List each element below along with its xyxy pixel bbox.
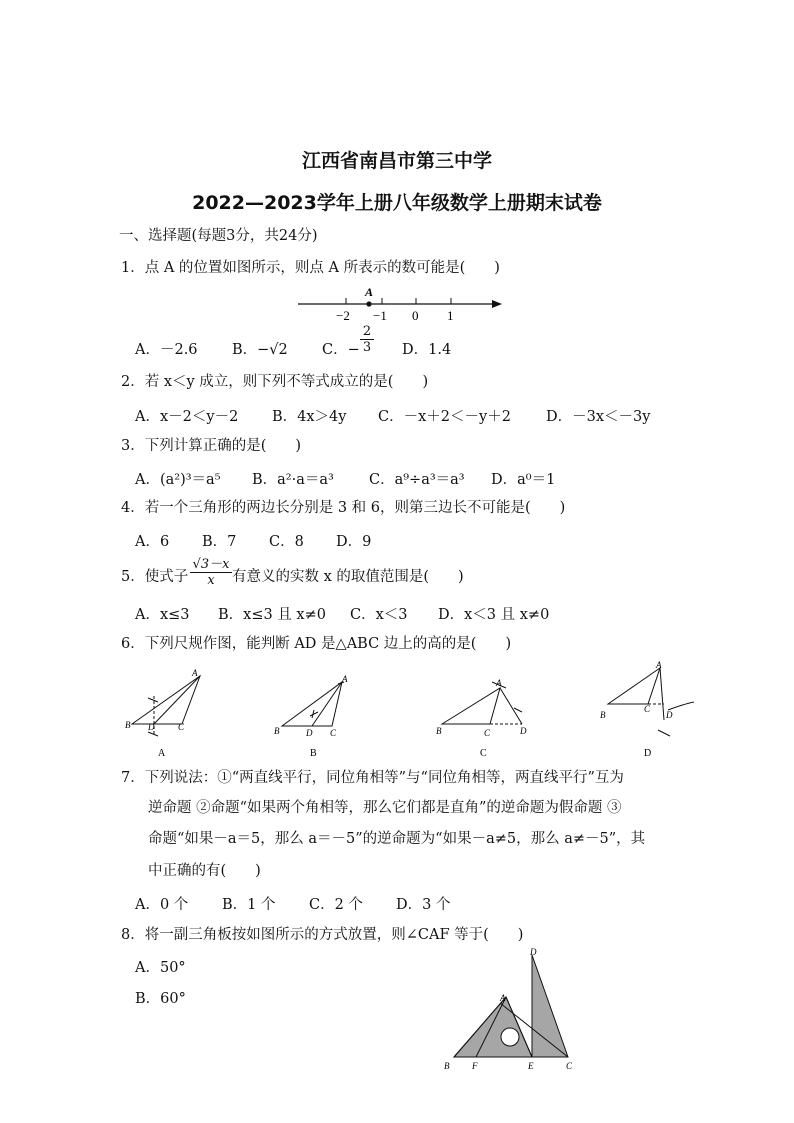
q6-figure-c[interactable] [434, 668, 534, 760]
q3-option-c[interactable]: C．a⁹÷a³＝a³ [369, 472, 465, 488]
svg-text:B: B [274, 726, 280, 736]
q6-label: D [644, 748, 652, 759]
q1-stem: 1．点 A 的位置如图所示，则点 A 所表示的数可能是( ) [121, 260, 500, 276]
q6-label: B [310, 748, 317, 759]
q6-figure-a[interactable] [124, 668, 214, 760]
q3-stem: 3．下列计算正确的是( ) [121, 438, 302, 454]
svg-text:B: B [600, 710, 606, 720]
q1-tick-label: 1 [447, 308, 454, 323]
q4-option-a[interactable]: A．6 [135, 534, 170, 550]
q3-option-a[interactable]: A．(a²)³＝a⁵ [135, 472, 221, 488]
svg-text:C: C [330, 728, 337, 738]
q1-option-c-fraction: $\frac{2}{3}$ [360, 324, 374, 355]
q3-option-d[interactable]: D．a⁰＝1 [491, 472, 556, 488]
q7-option-a[interactable]: A．0 个 [135, 897, 189, 913]
q5-option-d[interactable]: D．x＜3 且 x≠0 [438, 607, 550, 623]
svg-text:A: A [500, 993, 506, 1003]
q2-stem: 2．若 x＜y 成立，则下列不等式成立的是( ) [121, 374, 429, 390]
svg-text:B: B [444, 1061, 450, 1071]
q7-line-3: 命题“如果－a＝5，那么 a＝－5”的逆命题为“如果－a≠5，那么 a≠－5”，其 [148, 831, 646, 847]
q8-stem: 8．将一副三角板按如图所示的方式放置，则∠CAF 等于( ) [121, 927, 524, 943]
q2-option-a[interactable]: A．x－2＜y－2 [135, 409, 239, 425]
q1-option-b[interactable]: B．−√2 [232, 342, 288, 358]
q1-tick-label: −2 [336, 308, 350, 323]
svg-text:C: C [566, 1061, 573, 1071]
svg-text:B: B [125, 720, 131, 730]
q1-number-line [290, 282, 510, 324]
q2-option-c[interactable]: C．－x＋2＜－y＋2 [378, 409, 511, 425]
svg-text:D: D [666, 710, 673, 720]
q1-tick-label: 0 [412, 308, 419, 323]
q6-figure-d[interactable] [598, 660, 708, 760]
svg-text:A: A [496, 678, 502, 688]
school-title: 江西省南昌市第三中学 [301, 150, 492, 172]
q6-label: C [480, 748, 487, 759]
exam-title: 2022—2023学年上册八年级数学上册期末试卷 [192, 192, 602, 214]
q7-option-c[interactable]: C．2 个 [309, 897, 363, 913]
q5-fraction: $\frac{√3-x}{x}$ [190, 553, 232, 588]
q4-option-c[interactable]: C．8 [269, 534, 304, 550]
q1-point-label: A [365, 285, 374, 299]
q8-option-b[interactable]: B．60° [135, 991, 186, 1007]
q7-line-1: 7．下列说法：①“两直线平行，同位角相等”与“同位角相等，两直线平行”互为 [121, 770, 624, 786]
q5-option-a[interactable]: A．x≤3 [135, 607, 190, 623]
svg-text:F: F [472, 1061, 478, 1071]
svg-text:D: D [530, 947, 537, 957]
svg-text:C: C [178, 722, 185, 732]
q8-triangle-figure [440, 945, 580, 1075]
svg-text:A: A [656, 660, 662, 670]
q5-option-b[interactable]: B．x≤3 且 x≠0 [218, 607, 326, 623]
q6-figure-b[interactable] [272, 672, 362, 760]
q1-option-d[interactable]: D．1.4 [402, 342, 452, 358]
q7-option-b[interactable]: B．1 个 [222, 897, 276, 913]
svg-text:A: A [192, 668, 198, 678]
q8-option-a[interactable]: A．50° [135, 960, 186, 976]
q3-option-b[interactable]: B．a²·a＝a³ [252, 472, 334, 488]
q5-stem-pre: 5．使式子 [121, 569, 189, 585]
q4-stem: 4．若一个三角形的两边长分别是 3 和 6，则第三边长不可能是( ) [121, 500, 566, 516]
q7-line-4: 中正确的有( ) [148, 863, 261, 879]
q1-tick-label: −1 [373, 308, 387, 323]
q2-option-b[interactable]: B．4x＞4y [272, 409, 347, 425]
q7-option-d[interactable]: D．3 个 [396, 897, 451, 913]
svg-text:D: D [148, 722, 155, 732]
svg-text:B: B [436, 726, 442, 736]
q1-option-c[interactable]: C．− [322, 342, 360, 358]
svg-text:E: E [528, 1061, 534, 1071]
svg-text:C: C [484, 728, 491, 738]
svg-text:C: C [644, 704, 651, 714]
section-heading: 一、选择题(每题3分，共24分) [119, 228, 318, 244]
svg-text:D: D [520, 726, 527, 736]
q7-line-2: 逆命题 ②命题“如果两个角相等，那么它们都是直角”的逆命题为假命题 ③ [148, 800, 622, 816]
q5-option-c[interactable]: C．x＜3 [350, 607, 408, 623]
q5-stem-post: 有意义的实数 x 的取值范围是( ) [232, 569, 464, 585]
q4-option-d[interactable]: D．9 [336, 534, 372, 550]
q6-stem: 6．下列尺规作图，能判断 AD 是△ABC 边上的高的是( ) [121, 636, 512, 652]
q2-option-d[interactable]: D．－3x＜－3y [546, 409, 651, 425]
svg-text:A: A [342, 674, 348, 684]
q6-label: A [158, 748, 166, 759]
q4-option-b[interactable]: B．7 [202, 534, 237, 550]
q1-option-a[interactable]: A．－2.6 [135, 342, 198, 358]
svg-text:D: D [306, 728, 313, 738]
